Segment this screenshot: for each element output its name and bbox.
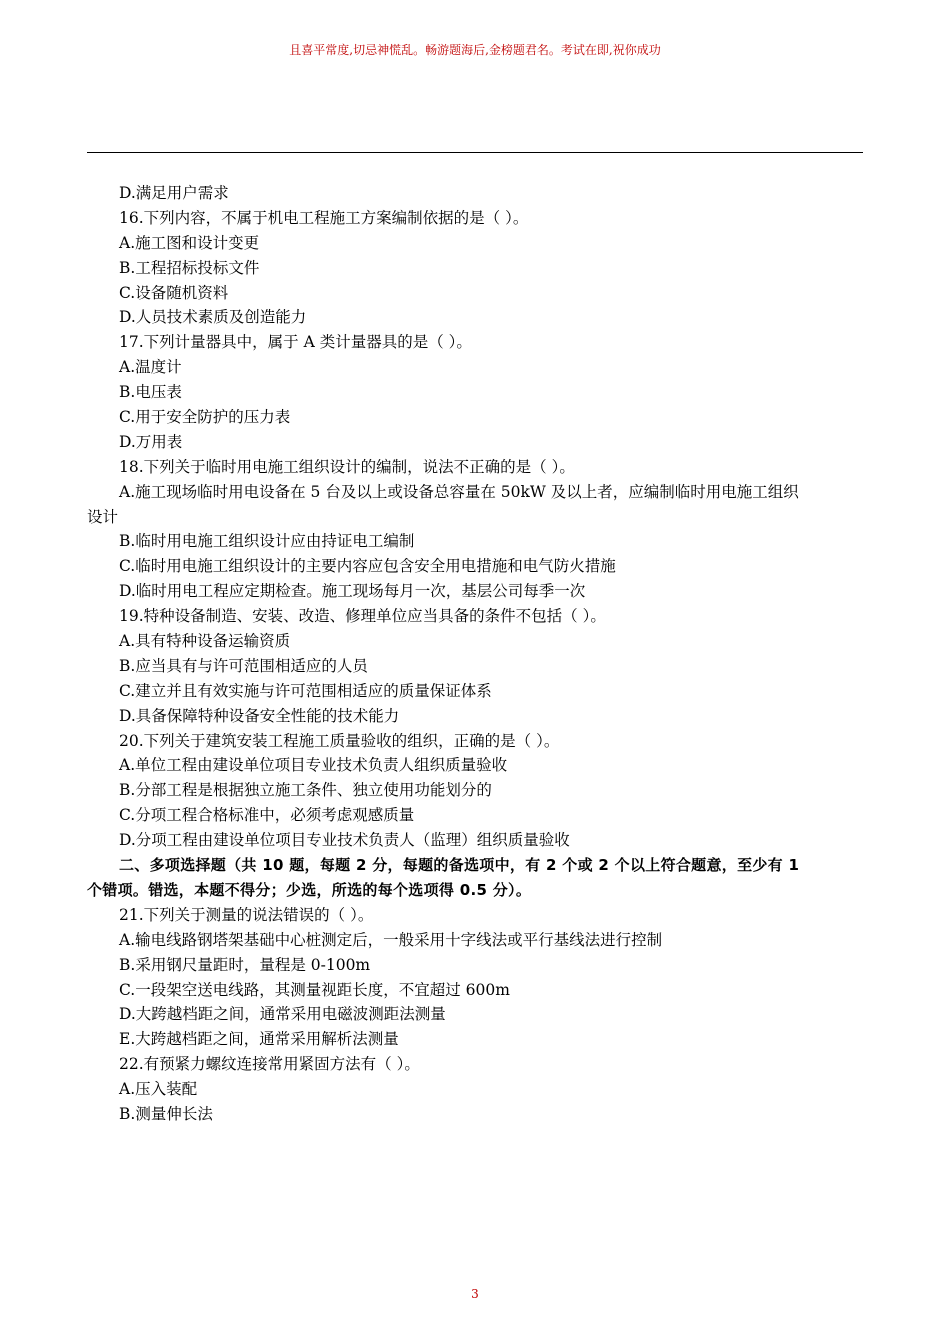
question-21: 21.下列关于测量的说法错误的（ ）。 [119,905,374,924]
option-16-b: B.工程招标投标文件 [119,258,260,277]
option-21-d: D.大跨越档距之间，通常采用电磁波测距法测量 [119,1005,446,1024]
header-divider [87,152,863,153]
question-16: 16.下列内容，不属于机电工程施工方案编制依据的是（ ）。 [119,208,529,227]
option-18-c: C.临时用电施工组织设计的主要内容应包含安全用电措施和电气防火措施 [119,557,616,576]
document-body [87,181,867,1127]
section-heading-multiple-choice-continued: 个错项。错选，本题不得分；少选，所选的每个选项得 0.5 分）。 [87,880,532,899]
option-17-b: B.电压表 [119,383,182,402]
option-17-a: A.温度计 [119,358,182,377]
option-19-d: D.具备保障特种设备安全性能的技术能力 [119,706,400,725]
option-20-c: C.分项工程合格标准中，必须考虑观感质量 [119,806,415,825]
option-18-b: B.临时用电施工组织设计应由持证电工编制 [119,532,415,551]
option-21-c: C.一段架空送电线路，其测量视距长度，不宜超过 600m [119,980,510,999]
option-21-a: A.输电线路钢塔架基础中心桩测定后，一般采用十字线法或平行基线法进行控制 [119,930,663,949]
section-heading-multiple-choice: 二、多项选择题（共 10 题，每题 2 分，每题的备选项中，有 2 个或 2 个以上符合题意，至少有 1 [119,856,800,875]
option-16-c: C.设备随机资料 [119,283,229,302]
option-17-d: D.万用表 [119,432,183,451]
option-16-d: D.人员技术素质及创造能力 [119,308,307,327]
question-18: 18.下列关于临时用电施工组织设计的编制，说法不正确的是（ ）。 [119,457,575,476]
option-19-a: A.具有特种设备运输资质 [119,632,291,651]
option-21-b: B.采用钢尺量距时，量程是 0-100m [119,955,371,974]
option-21-e: E.大跨越档距之间，通常采用解析法测量 [119,1030,399,1049]
option-18-a-continued: 设计 [87,507,119,526]
option-18-a: A.施工现场临时用电设备在 5 台及以上或设备总容量在 50kW 及以上者，应编制临时用电施工组织 [119,482,799,501]
question-20: 20.下列关于建筑安装工程施工质量验收的组织，正确的是（ ）。 [119,731,560,750]
question-22: 22.有预紧力螺纹连接常用紧固方法有（ ）。 [119,1055,420,1074]
option-18-d: D.临时用电工程应定期检查。施工现场每月一次，基层公司每季一次 [119,582,586,601]
option-20-a: A.单位工程由建设单位项目专业技术负责人组织质量验收 [119,756,508,775]
page-number: 3 [471,1287,479,1301]
option-16-a: A.施工图和设计变更 [119,233,260,252]
option-22-b: B.测量伸长法 [119,1104,213,1123]
question-19: 19.特种设备制造、安装、改造、修理单位应当具备的条件不包括（ ）。 [119,607,606,626]
option-22-a: A.压入装配 [119,1080,198,1099]
option-19-b: B.应当具有与许可范围相适应的人员 [119,656,368,675]
option-19-c: C.建立并且有效实施与许可范围相适应的质量保证体系 [119,681,492,700]
option-17-c: C.用于安全防护的压力表 [119,408,291,427]
option-20-d: D.分项工程由建设单位项目专业技术负责人（监理）组织质量验收 [119,831,570,850]
page-header-motto: 且喜平常度,切忌神慌乱。畅游题海后,金榜题君名。考试在即,祝你成功 [289,43,661,57]
question-17: 17.下列计量器具中，属于 A 类计量器具的是（ ）。 [119,333,472,352]
option-15-d: D.满足用户需求 [119,184,229,202]
option-20-b: B.分部工程是根据独立施工条件、独立使用功能划分的 [119,781,492,800]
